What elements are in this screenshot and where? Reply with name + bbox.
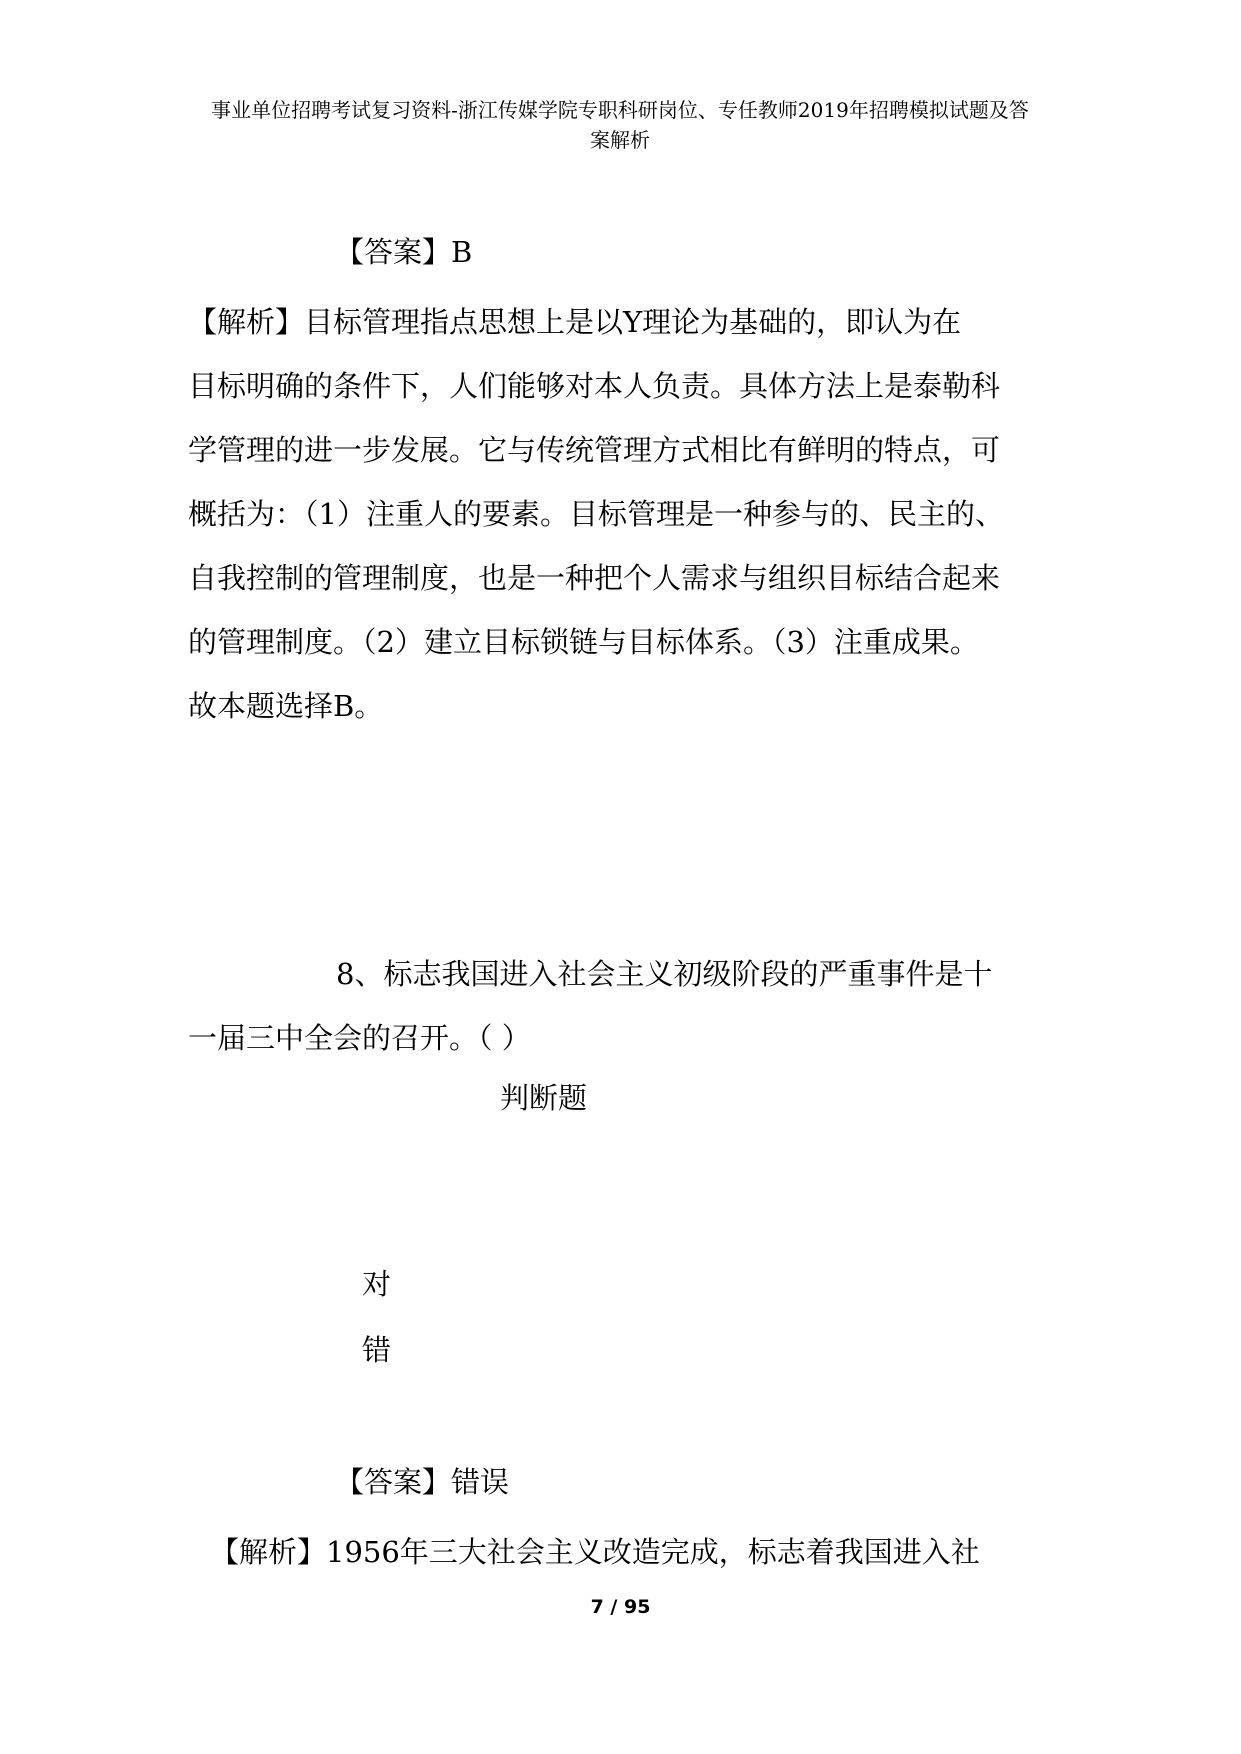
q8-question-type: 判断题 (500, 1081, 588, 1115)
q8-option-true[interactable]: 对 (362, 1267, 392, 1301)
q7-analysis-line: 目标明确的条件下，人们能够对本人负责。具体方法上是泰勒科 (188, 369, 1001, 403)
q8-answer: 【答案】错误 (335, 1465, 510, 1499)
q8-question-line: 8、标志我国进入社会主义初级阶段的严重事件是十 (336, 957, 993, 991)
q7-analysis (188, 290, 1088, 738)
page-number: 7 / 95 (590, 1596, 651, 1618)
q8-question-line: 一届三中全会的召开。（ ） (188, 1021, 531, 1055)
q8-analysis: 【解析】1956年三大社会主义改造完成，标志着我国进入社 (210, 1535, 980, 1569)
q7-analysis-line: 自我控制的管理制度，也是一种把个人需求与组织目标结合起来 (188, 561, 1001, 595)
q7-analysis-line: 【解析】目标管理指点思想上是以Y理论为基础的，即认为在 (188, 305, 962, 339)
q7-analysis-line: 学管理的进一步发展。它与传统管理方式相比有鲜明的特点，可 (188, 433, 1001, 467)
q8-option-false[interactable]: 错 (362, 1333, 392, 1367)
q8-question (188, 942, 1088, 1070)
q7-analysis-line: 概括为：（1）注重人的要素。目标管理是一种参与的、民主的、 (188, 497, 1004, 531)
q7-answer: 【答案】B (335, 235, 473, 269)
q7-analysis-line: 故本题选择B。 (188, 689, 384, 723)
header-title-line1: 事业单位招聘考试复习资料-浙江传媒学院专职科研岗位、专任教师2019年招聘模拟试题及答 (211, 98, 1029, 122)
page-header (150, 95, 1090, 155)
q7-analysis-line: 的管理制度。（2）建立目标锁链与目标体系。（3）注重成果。 (188, 625, 979, 659)
header-title-line2: 案解析 (590, 128, 650, 152)
